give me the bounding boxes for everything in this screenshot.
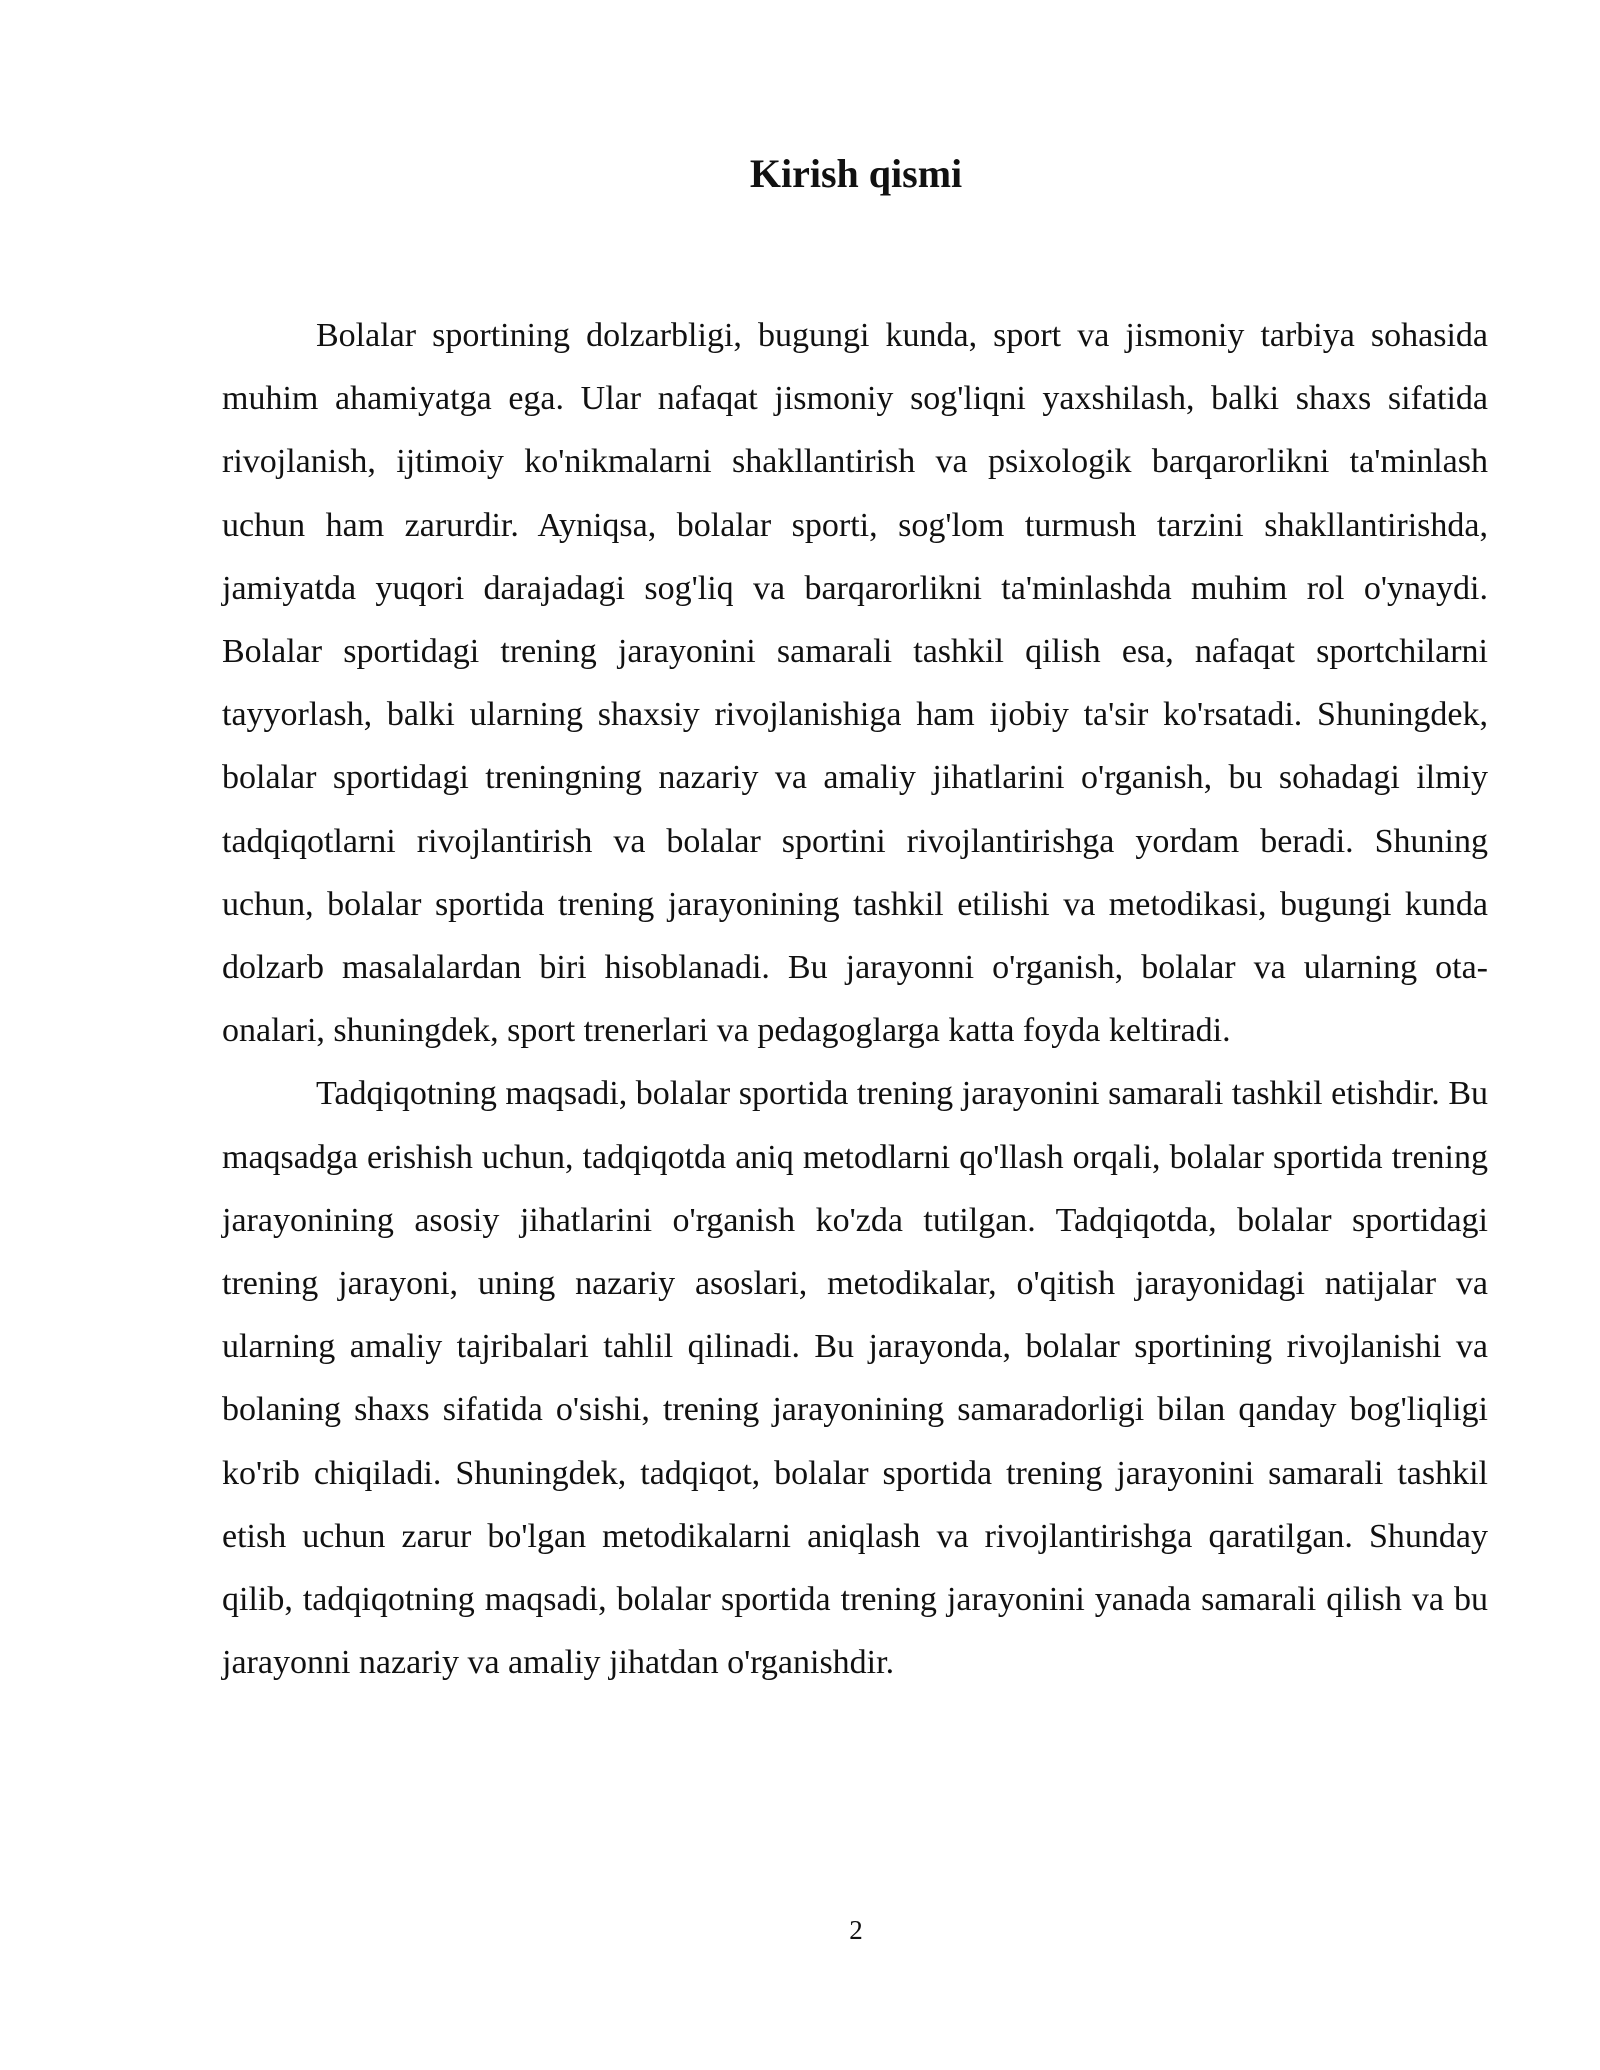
page-number: 2 [849,1915,863,1945]
body-text [222,304,1488,1694]
paragraph-relevance: Bolalar sportining dolzarbligi, bugungi kunda, sport va jismoniy tarbiya sohasida muhim ahamiyatga ega. Ular nafaqat jismoniy sog'liqni yaxshilash, balki shaxs sifatida rivojlanish, ijtimoiy ko'nikmalarni shakllantirish va psixologik barqarorlikni ta'minlash uchun ham zarurdir. Ayniqsa, bolalar sporti, sog'lom turmush tarzini shakllantirishda, jamiyatda yuqori darajadagi sog'liq va barqarorlikni ta'minlashda muhim rol o'ynaydi. Bolalar sportidagi trening jarayonini samarali tashkil qilish esa, nafaqat sportchilarni tayyorlash, balki ularning shaxsiy rivojlanishiga ham ijobiy ta'sir ko'rsatadi. Shuningdek, bolalar sportidagi treningning nazariy va amaliy jihatlarini o'rganish, bu sohadagi ilmiy tadqiqotlarni rivojlantirish va bolalar sportini rivojlantirishga yordam beradi. Shuning uchun, bolalar sportida trening jarayonining tashkil etilishi va metodikasi, bugungi kunda dolzarb masalalardan biri hisoblanadi. Bu jarayonni o'rganish, bolalar va ularning ota-onalari, shuningdek, sport trenerlari va pedagoglarga katta foyda keltiradi. [222,317,1488,1050]
page-title: Kirish qismi [749,151,963,196]
paragraph-research-goal: Tadqiqotning maqsadi, bolalar sportida trening jarayonini samarali tashkil etishdir. Bu maqsadga erishish uchun, tadqiqotda aniq metodlarni qo'llash orqali, bolalar sportida trening jarayonining asosiy jihatlarini o'rganish ko'zda tutilgan. Tadqiqotda, bolalar sportidagi trening jarayoni, uning nazariy asoslari, metodikalar, o'qitish jarayonidagi natijalar va ularning amaliy tajribalari tahlil qilinadi. Bu jarayonda, bolalar sportining rivojlanishi va bolaning shaxs sifatida o'sishi, trening jarayonining samaradorligi bilan qanday bog'liqligi ko'rib chiqiladi. Shuningdek, tadqiqot, bolalar sportida trening jarayonini samarali tashkil etish uchun zarur bo'lgan metodikalarni aniqlash va rivojlantirishga qaratilgan. Shunday qilib, tadqiqotning maqsadi, bolalar sportida trening jarayonini yanada samarali qilish va bu jarayonni nazariy va amaliy jihatdan o'rganishdir. [222,1075,1488,1682]
